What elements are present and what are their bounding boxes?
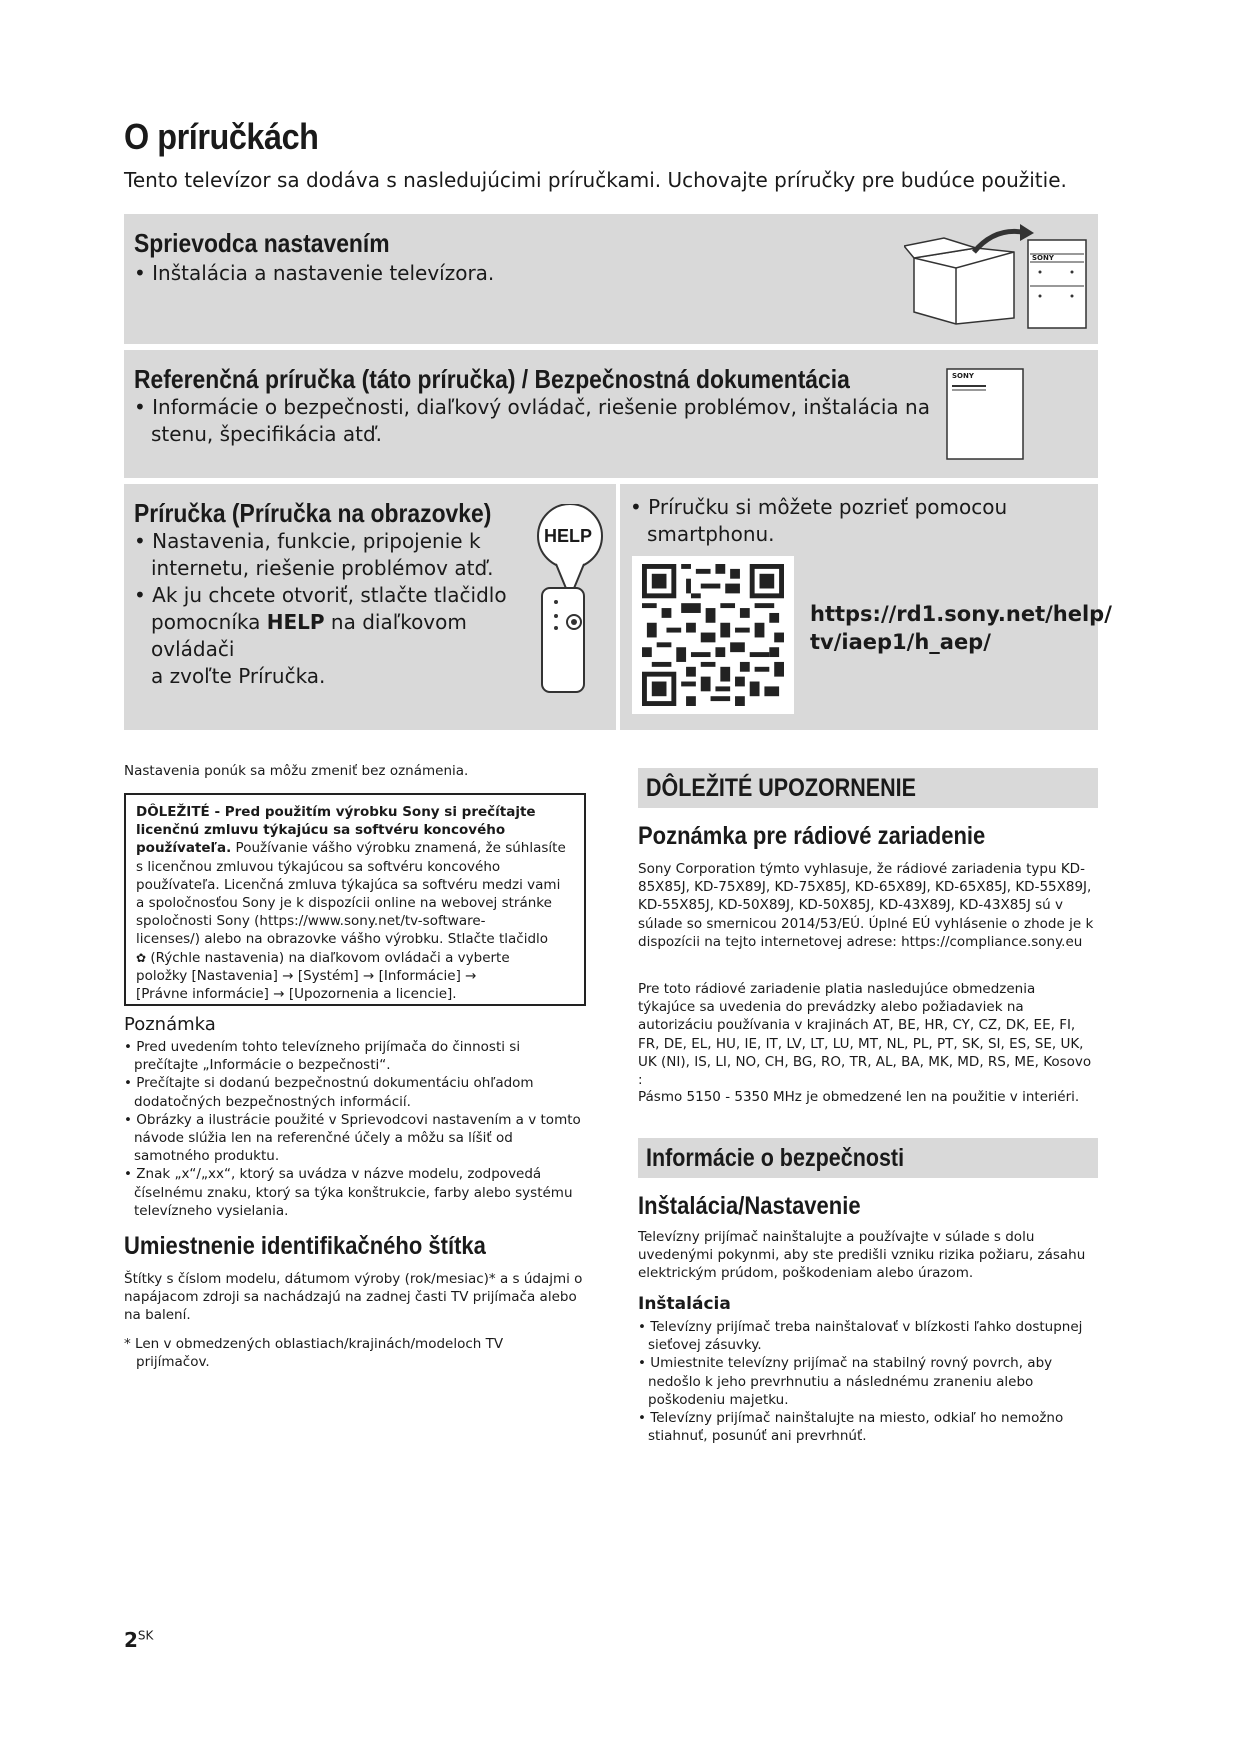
- installation-text: Televízny prijímač nainštalujte a používajte v súlade s dolu uvedenými pokynmi, aby ste predišli vzniku rizika požiaru, zásahu elektrickým prúdom, poškodeniam alebo úrazom.: [638, 1229, 1086, 1282]
- qr-code-image: [642, 564, 784, 706]
- help-guide-panel: [124, 484, 616, 730]
- safety-info-title: Informácie o bezpečnosti: [646, 1144, 905, 1172]
- smartphone-panel: [620, 484, 1112, 730]
- installation-list: [638, 1318, 1098, 1445]
- page-title: O príručkách: [124, 116, 319, 157]
- list-item: • Televízny prijímač nainštalujte na miesto, odkiaľ ho nemožno stiahnuť, posunúť ani prevrhnúť.: [638, 1409, 1098, 1445]
- list-item: • Znak „x“/„xx“, ktorý sa uvádza v názve modelu, zodpovedá číselnému znaku, ktorý sa týka konštrukcie, farby alebo systému televízneho vysielania.: [124, 1165, 586, 1220]
- help-url[interactable]: https://rd1.sony.net/help/ tv/iaep1/h_aep/: [810, 602, 1112, 654]
- reference-guide-panel: [124, 350, 1098, 478]
- help-guide-title: Príručka (Príručka na obrazovke): [134, 498, 492, 528]
- setup-guide-item: • Inštalácia a nastavenie televízora.: [134, 261, 495, 285]
- manual-booklet-icon: [946, 368, 1024, 460]
- radio-heading: Poznámka pre rádiové zariadenie: [638, 822, 986, 850]
- page-number: $2^{SK}$: [124, 1628, 154, 1652]
- reference-guide-item: • Informácie o bezpečnosti, diaľkový ovládač, riešenie problémov, inštalácia na stenu, špecifikácia atď.: [134, 395, 930, 446]
- intro-text: Tento televízor sa dodáva s nasledujúcimi príručkami. Uchovajte príručky pre budúce použitie.: [124, 168, 1067, 192]
- label-footnote: * Len v obmedzených oblastiach/krajinách/modeloch TV prijímačov.: [124, 1336, 504, 1371]
- safety-info-bar: [638, 1138, 1098, 1178]
- list-item: • Prečítajte si dodanú bezpečnostnú dokumentáciu ohľadom dodatočných bezpečnostných informácií.: [124, 1074, 586, 1110]
- setup-guide-title: Sprievodca nastavením: [134, 228, 390, 258]
- installation-subheading: Inštalácia: [638, 1294, 731, 1314]
- notes-list: [124, 1038, 586, 1220]
- installation-heading: Inštalácia/Nastavenie: [638, 1192, 861, 1220]
- label-location-text: Štítky s číslom modelu, dátumom výroby (rok/mesiac)* a s údajmi o napájacom zdroji sa nachádzajú na zadnej časti TV prijímača alebo na balení.: [124, 1271, 583, 1324]
- menu-change-note: Nastavenia ponúk sa môžu zmeniť bez oznámenia.: [124, 763, 469, 779]
- important-notice-title: DÔLEŽITÉ UPOZORNENIE: [646, 774, 916, 802]
- help-guide-items: • Nastavenia, funkcie, pripojenie k internetu, riešenie problémov atď. • Ak ju chcete otvoriť, stlačte tlačidlo pomocníka HELP na diaľkovom ovládači a zvoľte Príručka.: [134, 529, 507, 688]
- list-item: • Pred uvedením tohto televízneho prijímača do činnosti si prečítajte „Informácie o bezpečnosti“.: [124, 1038, 586, 1074]
- smartphone-text: • Príručku si môžete pozrieť pomocou smartphonu.: [630, 495, 1008, 546]
- tv-box-icon: [904, 222, 1094, 342]
- gear-icon: ✿: [136, 950, 147, 965]
- list-item: • Televízny prijímač treba nainštalovať v blízkosti ľahko dostupnej sieťovej zásuvky.: [638, 1318, 1098, 1354]
- radio-paragraph-2: Pre toto rádiové zariadenie platia nasledujúce obmedzenia týkajúce sa uvedenia do prevádzky alebo požiadaviek na autorizáciu používania v krajinách AT, BE, HR, CY, CZ, DK, EE, FI, FR, DE, EL, HU, IE, IT, LV, LT, LU, MT, NL, PL, PT, SK, SI, ES, SE, UK, UK (NI), IS, LI, NO, CH, BG, RO, TR, AL, BA, MK, MD, RS, ME, Kosovo :: [638, 981, 1092, 1089]
- important-notice-bar: [638, 768, 1098, 808]
- qr-code[interactable]: [632, 556, 794, 714]
- license-notice-box: DÔLEŽITÉ - Pred použitím výrobku Sony si prečítajte licenčnú zmluvu týkajúcu sa softvéru koncového používateľa. Používanie vášho výrobku znamená, že súhlasíte s licenčnou zmluvou týkajúcou sa softvéru koncového používateľa. Licenčná zmluva týkajúca sa softvéru medzi vami a spoločnosťou Sony je k dispozícii online na webovej stránke spoločnosti Sony (https://www.sony.net/tv-software- licenses/) alebo na obrazovke vášho výrobku. Stlačte tlačidlo ✿ (Rýchle nastavenia) na diaľkovom ovládači a vyberte položky [Nastavenia] → [Systém] → [Informácie] → [Právne informácie] → [Upozornenia a licencie].: [124, 793, 586, 1006]
- radio-paragraph-3: Pásmo 5150 - 5350 MHz je obmedzené len na použitie v interiéri.: [638, 1089, 1080, 1105]
- help-bubble-label: HELP: [544, 526, 593, 546]
- list-item: • Umiestnite televízny prijímač na stabilný rovný povrch, aby nedošlo k jeho prevrhnutiu a následnému zraneniu alebo poškodeniu majetku.: [638, 1354, 1098, 1409]
- booklet-logo-text: SONY: [952, 372, 974, 380]
- setup-guide-panel: [124, 214, 1098, 344]
- list-item: • Obrázky a ilustrácie použité v Sprievodcovi nastavením a v tomto návode slúžia len na referenčné účely a môžu sa líšiť od samotného produktu.: [124, 1111, 586, 1166]
- box-logo-text: SONY: [1032, 254, 1054, 262]
- radio-paragraph-1: Sony Corporation týmto vyhlasuje, že rádiové zariadenia typu KD-85X85J, KD-75X89J, KD-75X85J, KD-65X89J, KD-65X85J, KD-55X89J, KD-55X85J, KD-50X89J, KD-50X85J, KD-43X89J, KD-43X85J sú v súlade so smernicou 2014/53/EÚ. Úplné EÚ vyhlásenie o zhode je k dispozícii na tejto internetovej adrese: https://compliance.sony.eu: [638, 861, 1094, 950]
- reference-guide-title: Referenčná príručka (táto príručka) / Bezpečnostná dokumentácia: [134, 364, 850, 394]
- notes-heading: Poznámka: [124, 1014, 216, 1035]
- label-location-heading: Umiestnenie identifikačného štítka: [124, 1232, 486, 1260]
